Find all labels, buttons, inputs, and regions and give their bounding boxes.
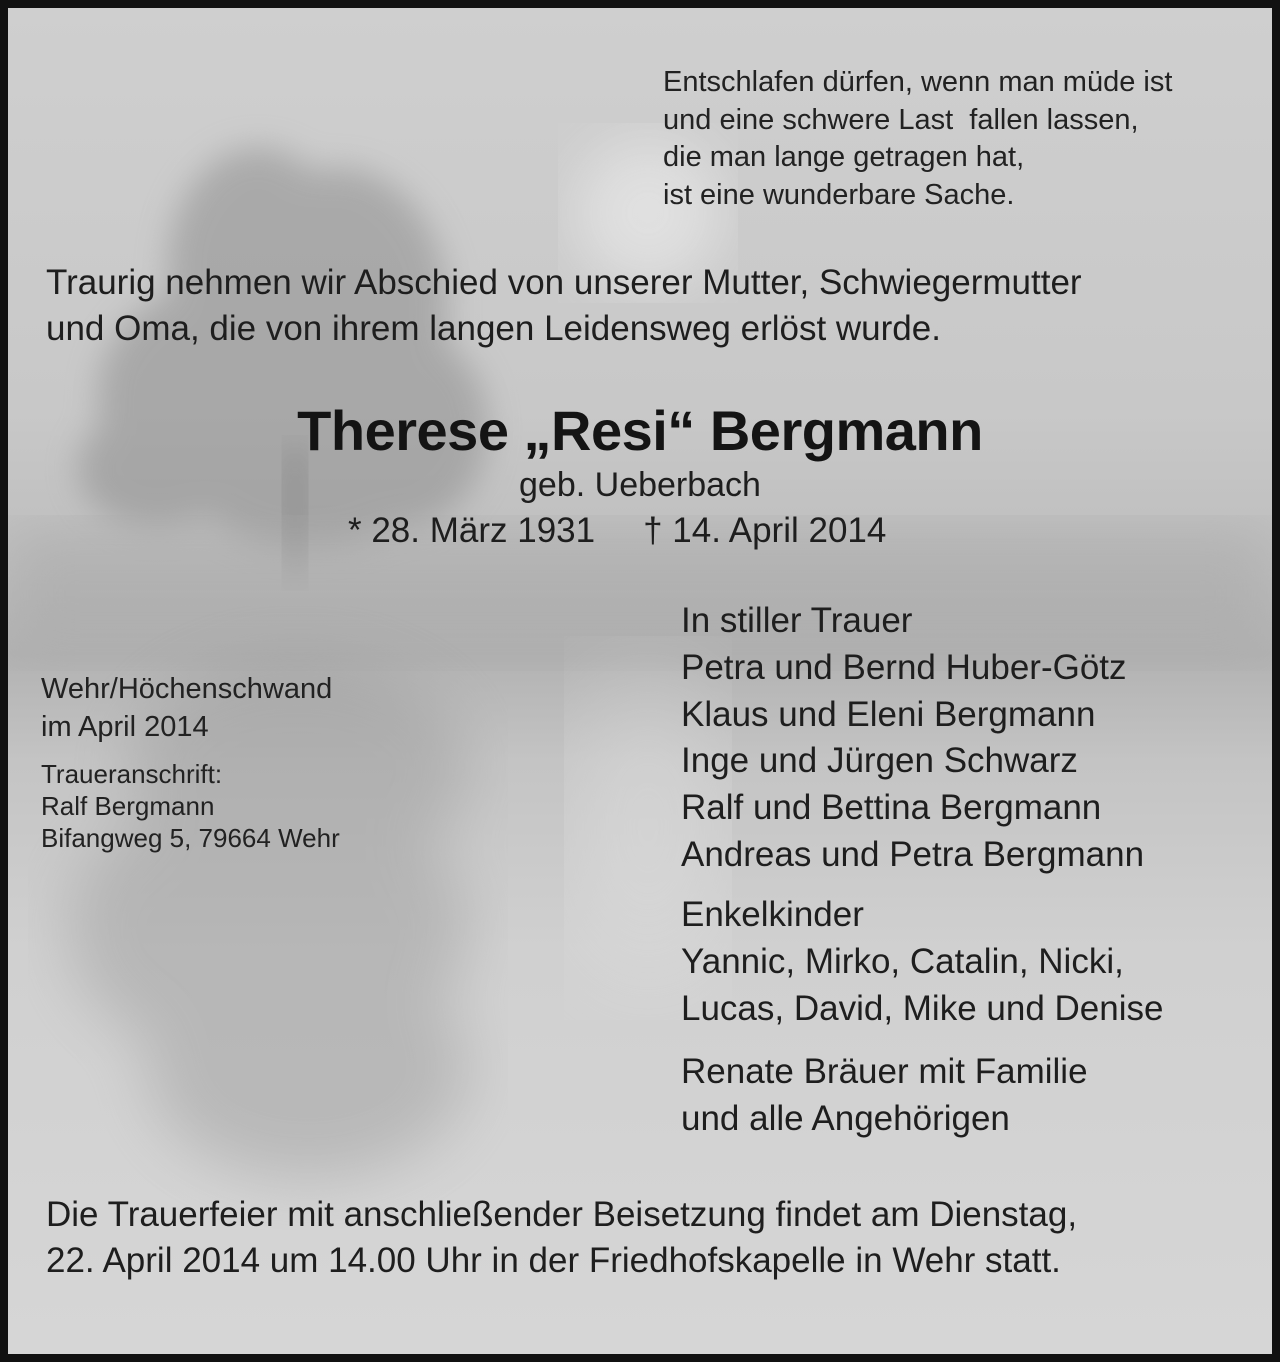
place-line: Wehr/Höchenschwand — [41, 673, 333, 705]
birth-date: * 28. März 1931 — [348, 511, 596, 550]
grandchildren-list — [681, 892, 1163, 1032]
maiden-name: geb. Ueberbach — [519, 466, 761, 504]
intro-line: und Oma, die von ihrem langen Leidensweg erlöst wurde. — [46, 309, 941, 348]
relatives-entry: Renate Bräuer mit Familie — [681, 1052, 1088, 1091]
deceased-name: Therese „Resi“ Bergmann — [297, 399, 983, 462]
date-line: im April 2014 — [41, 711, 209, 743]
place-and-date — [41, 670, 332, 746]
funeral-ceremony-info — [46, 1192, 1077, 1284]
grandchildren-entry: Lucas, David, Mike und Denise — [681, 988, 1164, 1028]
address-name: Ralf Bergmann — [41, 791, 215, 821]
mourner-entry: Inge und Jürgen Schwarz — [681, 741, 1078, 781]
intro-line: Traurig nehmen wir Abschied von unserer Mutter, Schwiegermutter — [46, 263, 1082, 302]
relatives-entry: und alle Angehörigen — [681, 1098, 1010, 1138]
death-date: † 14. April 2014 — [643, 511, 887, 550]
mourners-list — [681, 598, 1144, 879]
grandchildren-heading: Enkelkinder — [681, 895, 864, 934]
mourner-entry: Petra und Bernd Huber-Götz — [681, 647, 1127, 687]
other-relatives — [681, 1049, 1088, 1143]
mourner-entry: Klaus und Eleni Bergmann — [681, 694, 1096, 734]
mourner-entry: Ralf und Bettina Bergmann — [681, 788, 1102, 828]
life-dates — [348, 511, 886, 551]
grandchildren-entry: Yannic, Mirko, Catalin, Nicki, — [681, 941, 1124, 981]
ceremony-line: 22. April 2014 um 14.00 Uhr in der Friedhofskapelle in Wehr statt. — [46, 1241, 1061, 1280]
farewell-intro — [46, 260, 1082, 352]
poem-line: Entschlafen dürfen, wenn man müde ist — [663, 66, 1173, 98]
ceremony-line: Die Trauerfeier mit anschließender Beisetzung findet am Dienstag, — [46, 1195, 1078, 1234]
mourners-heading: In stiller Trauer — [681, 601, 913, 640]
poem-line: und eine schwere Last fallen lassen, — [663, 103, 1139, 136]
address-street: Bifangweg 5, 79664 Wehr — [41, 823, 340, 853]
address-heading: Traueranschrift: — [41, 759, 223, 789]
mourner-entry: Andreas und Petra Bergmann — [681, 834, 1145, 874]
poem-verse — [663, 64, 1172, 214]
poem-line: die man lange getragen hat, — [663, 141, 1025, 173]
mourning-address — [41, 758, 340, 854]
poem-line: ist eine wunderbare Sache. — [663, 178, 1015, 211]
obituary-notice — [8, 8, 1272, 1354]
